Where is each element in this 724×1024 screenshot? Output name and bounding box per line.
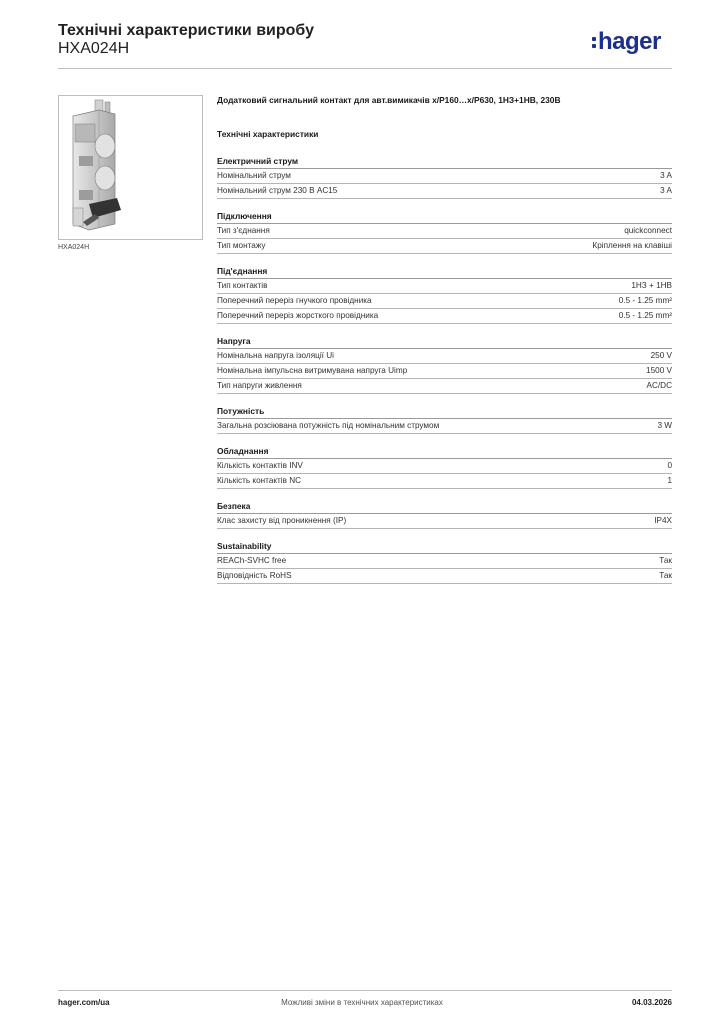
spec-value: 3 A [660,171,672,180]
spec-value: quickconnect [624,226,672,235]
spec-sections [217,154,672,584]
spec-label: Клас захисту від проникнення (IP) [217,516,347,525]
spec-label: Тип напруги живлення [217,381,302,390]
spec-value: 3 W [657,421,672,430]
specs-content [217,95,672,594]
spec-value: 0 [667,461,672,470]
spec-label: Загальна розсіювана потужність під номінальним струмом [217,421,440,430]
footer-divider [58,990,672,991]
spec-section [217,209,672,254]
spec-label: Поперечний переріз жорсткого провідника [217,311,379,320]
spec-section [217,404,672,434]
spec-value: 1НЗ + 1НВ [631,281,672,290]
spec-row [217,554,672,569]
spec-label: REACh-SVHC free [217,556,287,565]
spec-value: IP4X [654,516,672,525]
spec-row [217,379,672,394]
footer-date: 04.03.2026 [631,998,672,1007]
spec-value: 250 V [650,351,672,360]
spec-value: 1 [667,476,672,485]
section-heading: Напруга [217,334,672,349]
spec-row [217,349,672,364]
spec-label: Поперечний переріз гнучкого провідника [217,296,372,305]
spec-label: Номінальна напруга ізоляції Ui [217,351,334,360]
spec-value: Так [659,571,672,580]
logo-wordmark: hager [598,28,661,55]
spec-row [217,419,672,434]
spec-label: Кількість контактів NC [217,476,302,485]
spec-value: 0.5 - 1.25 mm² [618,296,672,305]
spec-row [217,569,672,584]
spec-row [217,279,672,294]
logo-dots-icon [592,37,596,48]
spec-value: Так [659,556,672,565]
spec-label: Номінальний струм [217,171,291,180]
spec-label: Тип монтажу [217,241,266,250]
spec-value: 1500 V [646,366,672,375]
spec-label: Номінальний струм 230 В AC15 [217,186,338,195]
footer-disclaimer: Можливі зміни в технічних характеристиках [281,998,443,1007]
spec-row [217,474,672,489]
spec-row [217,239,672,254]
page-title: Технічні характеристики виробу [58,22,314,39]
spec-section [217,499,672,529]
product-code: HXA024H [58,40,130,57]
footer-website-link[interactable]: hager.com/ua [58,998,110,1007]
product-image [58,95,203,240]
spec-value: 3 A [660,186,672,195]
spec-label: Кількість контактів INV [217,461,303,470]
spec-section [217,444,672,489]
section-heading: Підключення [217,209,672,224]
section-heading: Електричний струм [217,154,672,169]
hager-logo[interactable] [592,28,661,56]
spec-row [217,514,672,529]
spec-row [217,184,672,199]
section-heading: Під'єднання [217,264,672,279]
spec-value: Кріплення на клавіші [592,241,672,250]
spec-row [217,169,672,184]
spec-label: Тип з'єднання [217,226,270,235]
section-heading: Обладнання [217,444,672,459]
section-heading: Sustainability [217,539,672,554]
spec-label: Відповідність RoHS [217,571,292,580]
signal-contact-device-icon [59,96,202,239]
product-image-caption: HXA024H [58,244,90,251]
spec-section [217,539,672,584]
spec-label: Тип контактів [217,281,268,290]
spec-row [217,294,672,309]
spec-value: AC/DC [646,381,672,390]
specs-title: Технічні характеристики [217,129,319,139]
spec-row [217,224,672,239]
spec-row [217,309,672,324]
spec-label: Номінальна імпульсна витримувана напруга Uimp [217,366,408,375]
spec-value: 0.5 - 1.25 mm² [618,311,672,320]
spec-section [217,154,672,199]
spec-row [217,364,672,379]
section-heading: Безпека [217,499,672,514]
spec-section [217,264,672,324]
header-divider [58,68,672,69]
spec-section [217,334,672,394]
section-heading: Потужність [217,404,672,419]
spec-row [217,459,672,474]
product-description: Додатковий сигнальний контакт для авт.вимикачів x/P160…x/P630, 1НЗ+1НВ, 230В [217,95,561,105]
